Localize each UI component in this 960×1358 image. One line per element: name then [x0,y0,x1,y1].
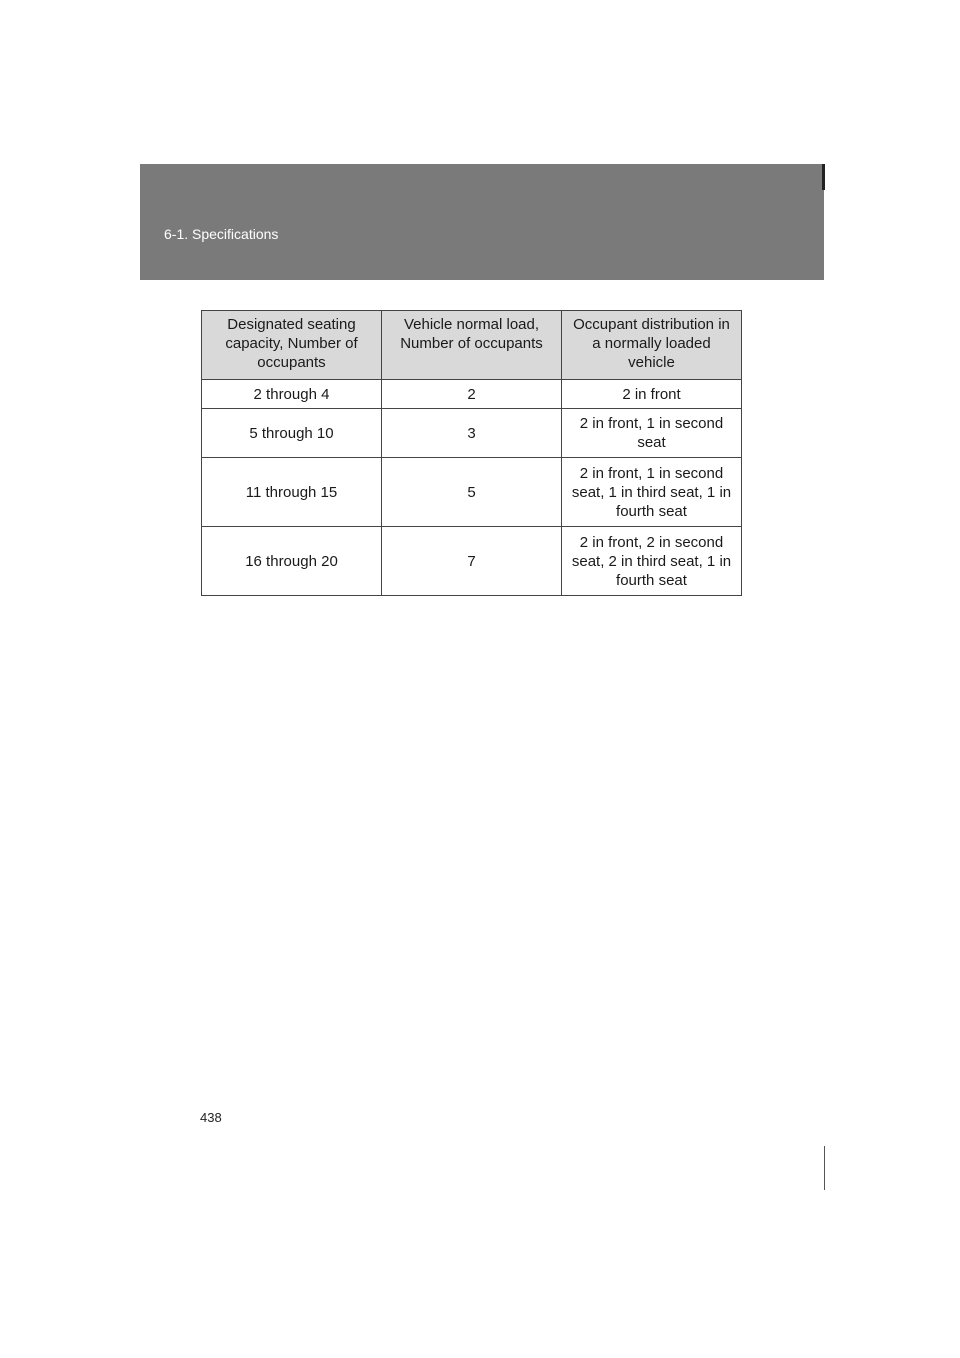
header-normal-load: Vehicle normal load, Number of occupants [382,311,562,380]
page-number: 438 [200,1110,222,1125]
table-header-row [202,311,742,380]
section-title: 6-1. Specifications [164,226,279,242]
table-row [202,409,742,458]
cell-distribution: 2 in front, 1 in second seat, 1 in third seat, 1 in fourth seat [562,458,742,527]
crop-mark-top [822,164,825,190]
cell-normal-load: 2 [382,380,562,409]
cell-normal-load: 7 [382,527,562,596]
cell-distribution: 2 in front, 2 in second seat, 2 in third seat, 1 in fourth seat [562,527,742,596]
cell-seating-capacity: 2 through 4 [202,380,382,409]
table-row [202,458,742,527]
cell-seating-capacity: 5 through 10 [202,409,382,458]
cell-distribution: 2 in front [562,380,742,409]
cell-distribution: 2 in front, 1 in second seat [562,409,742,458]
cell-seating-capacity: 16 through 20 [202,527,382,596]
header-occupant-distribution: Occupant distribution in a normally loaded vehicle [562,311,742,380]
cell-seating-capacity: 11 through 15 [202,458,382,527]
cell-normal-load: 3 [382,409,562,458]
table-row [202,380,742,409]
table-row [202,527,742,596]
header-band [140,164,824,280]
cell-normal-load: 5 [382,458,562,527]
occupant-load-table [201,310,742,596]
header-designated-seating: Designated seating capacity, Number of occupants [202,311,382,380]
crop-mark-bottom [824,1146,825,1190]
